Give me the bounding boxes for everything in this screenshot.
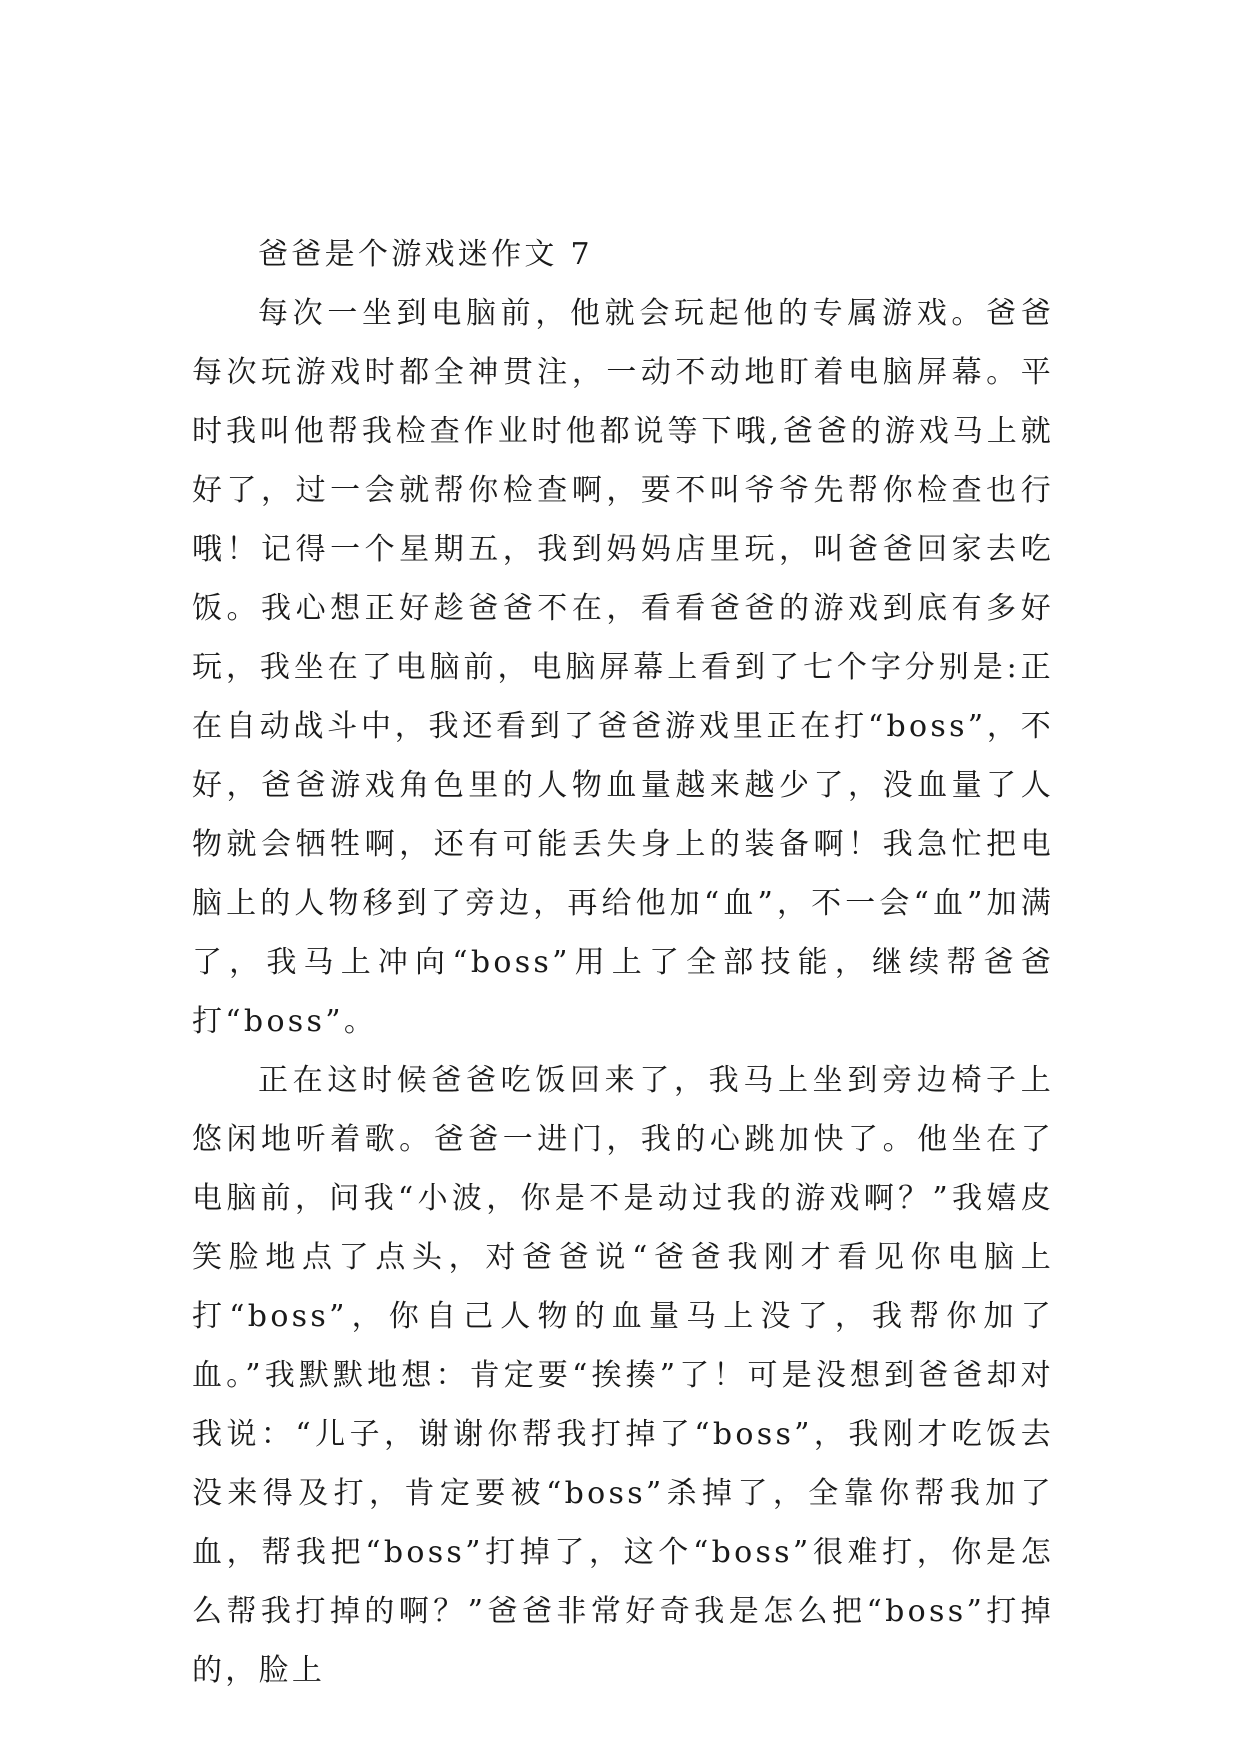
paragraph-1: 每次一坐到电脑前，他就会玩起他的专属游戏。爸爸每次玩游戏时都全神贯注，一动不动地盯着电脑屏幕。平时我叫他帮我检查作业时他都说等下哦,爸爸的游戏马上就好了，过一会就帮你检查啊，要不叫爷爷先帮你检查也行哦！记得一个星期五，我到妈妈店里玩，叫爸爸回家去吃饭。我心想正好趁爸爸不在，看看爸爸的游戏到底有多好玩，我坐在了电脑前，电脑屏幕上看到了七个字分别是:正在自动战斗中，我还看到了爸爸游戏里正在打“boss”，不好，爸爸游戏角色里的人物血量越来越少了，没血量了人物就会牺牲啊，还有可能丢失身上的装备啊！我急忙把电脑上的人物移到了旁边，再给他加“血”，不一会“血”加满了，我马上冲向“boss”用上了全部技能，继续帮爸爸打“boss”。	[192, 296, 1054, 1039]
document-body	[192, 225, 1054, 1700]
paragraph-2: 正在这时候爸爸吃饭回来了，我马上坐到旁边椅子上悠闲地听着歌。爸爸一进门，我的心跳加快了。他坐在了电脑前，问我“小波，你是不是动过我的游戏啊？”我嬉皮笑脸地点了点头，对爸爸说“爸爸我刚才看见你电脑上打“boss”，你自己人物的血量马上没了，我帮你加了血。”我默默地想：肯定要“挨揍”了！可是没想到爸爸却对我说：“儿子，谢谢你帮我打掉了“boss”，我刚才吃饭去没来得及打，肯定要被“boss”杀掉了，全靠你帮我加了血，帮我把“boss”打掉了，这个“boss”很难打，你是怎么帮我打掉的啊？”爸爸非常好奇我是怎么把“boss”打掉的，脸上	[192, 1063, 1054, 1688]
essay-title: 爸爸是个游戏迷作文 7	[258, 237, 593, 272]
